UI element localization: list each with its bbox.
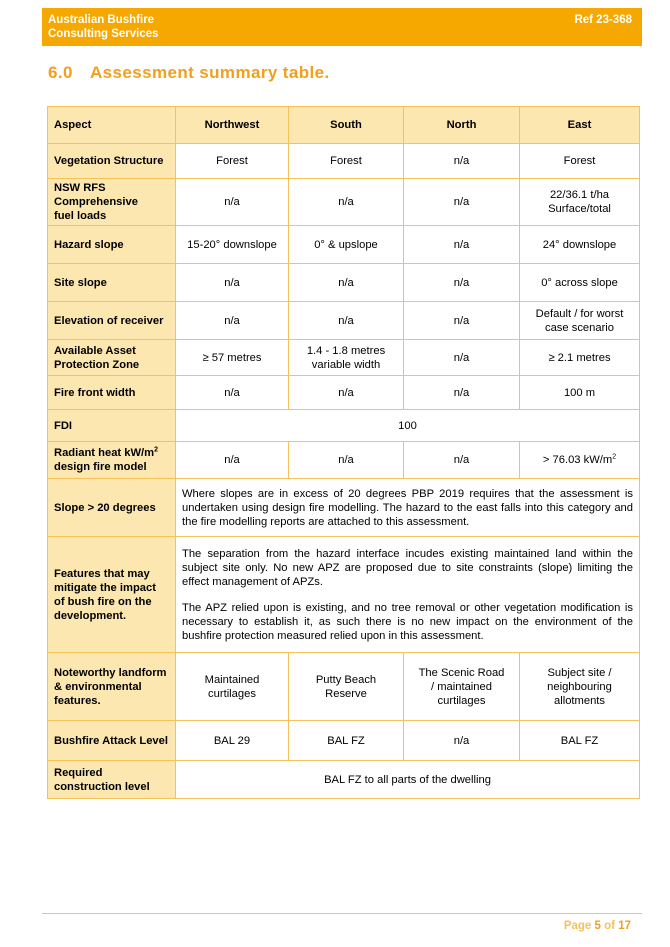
column-header-south: South (289, 107, 404, 144)
cell-text: > 76.03 kW/m (542, 454, 613, 466)
table-row (48, 537, 640, 653)
cell-south: Forest (289, 144, 404, 179)
cell-south: n/a (289, 376, 404, 410)
cell-northwest: n/a (176, 442, 289, 479)
row-label-line: design fire model (54, 461, 147, 473)
row-label-slope-20: Slope > 20 degrees (48, 479, 176, 537)
cell-north: n/a (404, 302, 520, 340)
cell-line: 1.4 - 1.8 metres (306, 344, 386, 357)
cell-east (520, 179, 640, 226)
cell-northwest: n/a (176, 376, 289, 410)
cell-east: ≥ 2.1 metres (520, 340, 640, 376)
cell-north: n/a (404, 226, 520, 264)
row-label-noteworthy: Noteworthy landform & environmental features. (48, 653, 176, 721)
cell-east: Default / for worst case scenario (520, 302, 640, 340)
section-heading (48, 63, 330, 83)
table-row (48, 761, 640, 799)
row-label-features: Features that may mitigate the impact of bush fire on the development. (48, 537, 176, 653)
cell-slope-20-text: Where slopes are in excess of 20 degrees PBP 2019 requires that the assessment is undertaken using design fire modelling. The hazard to the east falls into this category and the fire modelling reports are attached to this assessment. (176, 479, 640, 537)
cell-south: n/a (289, 264, 404, 302)
cell-north: n/a (404, 264, 520, 302)
cell-south (289, 340, 404, 376)
superscript: 2 (612, 453, 617, 461)
cell-north: n/a (404, 179, 520, 226)
cell-line: The Scenic Road (418, 666, 505, 679)
cell-northwest: n/a (176, 264, 289, 302)
cell-fdi-value: 100 (176, 410, 640, 442)
cell-east: 24° downslope (520, 226, 640, 264)
row-label-line: NSW RFS (54, 182, 106, 194)
column-header-northwest: Northwest (176, 107, 289, 144)
table-row (48, 264, 640, 302)
cell-north: n/a (404, 340, 520, 376)
cell-features-text (176, 537, 640, 653)
page-word: Page (563, 920, 592, 932)
row-label-fire-front: Fire front width (48, 376, 176, 410)
features-paragraph-1: The separation from the hazard interface incudes existing maintained land within the subject site only. No new APZ are proposed due to site constraints (slope) limiting the effect management of APZs. (182, 547, 633, 588)
page-total: 17 (618, 920, 631, 932)
features-paragraph-2: The APZ relied upon is existing, and no tree removal or other vegetation modification is necessary to establish it, as such there is no new impact on the environment of the bushfire protection measured relied upon in this assessment. (182, 601, 633, 642)
cell-east (520, 653, 640, 721)
assessment-summary-table (47, 106, 640, 799)
cell-line: curtilages (437, 694, 486, 707)
cell-northwest: BAL 29 (176, 721, 289, 761)
cell-construction-value: BAL FZ to all parts of the dwelling (176, 761, 640, 799)
row-label-radiant-heat (48, 442, 176, 479)
section-title: Assessment summary table. (90, 63, 330, 82)
cell-north: n/a (404, 144, 520, 179)
table-row (48, 410, 640, 442)
row-label-apz: Available Asset Protection Zone (48, 340, 176, 376)
cell-northwest: Forest (176, 144, 289, 179)
row-label-line: fuel loads (54, 210, 107, 222)
cell-south: BAL FZ (289, 721, 404, 761)
table-row (48, 302, 640, 340)
table-row (48, 179, 640, 226)
row-label-hazard-slope: Hazard slope (48, 226, 176, 264)
cell-north: n/a (404, 376, 520, 410)
cell-northwest (176, 653, 289, 721)
cell-south: n/a (289, 302, 404, 340)
row-label-fdi: FDI (48, 410, 176, 442)
row-label-site-slope: Site slope (48, 264, 176, 302)
page-header (42, 8, 642, 46)
cell-line: curtilages (208, 687, 256, 700)
cell-line: Surface/total (548, 203, 611, 215)
row-label-elevation: Elevation of receiver (48, 302, 176, 340)
table-row (48, 144, 640, 179)
cell-east: Forest (520, 144, 640, 179)
page-current: 5 (594, 920, 601, 932)
cell-line: 22/36.1 t/ha (549, 189, 610, 201)
cell-northwest: 15-20° downslope (176, 226, 289, 264)
column-header-aspect: Aspect (48, 107, 176, 144)
cell-line: allotments (554, 694, 605, 707)
cell-north (404, 653, 520, 721)
row-label-vegetation: Vegetation Structure (48, 144, 176, 179)
cell-south: 0° & upslope (289, 226, 404, 264)
cell-line: variable width (311, 358, 381, 371)
organisation-name-line1: Australian Bushfire (48, 14, 155, 26)
row-label-construction: Required construction level (48, 761, 176, 799)
table-row (48, 442, 640, 479)
reference-number: Ref 23-368 (574, 14, 632, 26)
table-header-row (48, 107, 640, 144)
cell-line: / maintained (431, 680, 492, 693)
footer-divider (42, 913, 642, 914)
table-row (48, 340, 640, 376)
column-header-north: North (404, 107, 520, 144)
organisation-name (48, 13, 159, 41)
cell-south (289, 653, 404, 721)
row-label-line: Comprehensive (54, 196, 138, 208)
cell-east: BAL FZ (520, 721, 640, 761)
cell-south: n/a (289, 179, 404, 226)
column-header-east: East (520, 107, 640, 144)
table-row (48, 479, 640, 537)
cell-line: Reserve (325, 687, 367, 700)
cell-line: Subject site / (547, 666, 612, 679)
cell-line: Maintained (204, 673, 260, 686)
table-row (48, 721, 640, 761)
table-row (48, 376, 640, 410)
cell-northwest: n/a (176, 302, 289, 340)
cell-northwest: n/a (176, 179, 289, 226)
table-row (48, 653, 640, 721)
row-label-fuel-loads (48, 179, 176, 226)
page-of: of (604, 920, 615, 932)
cell-line: neighbouring (547, 680, 612, 693)
cell-northwest: ≥ 57 metres (176, 340, 289, 376)
cell-east: 0° across slope (520, 264, 640, 302)
row-label-text: Radiant heat kW/m (54, 447, 155, 459)
cell-north: n/a (404, 721, 520, 761)
cell-south: n/a (289, 442, 404, 479)
cell-east: 100 m (520, 376, 640, 410)
cell-north: n/a (404, 442, 520, 479)
section-number: 6.0 (48, 63, 73, 82)
table-row (48, 226, 640, 264)
page-number (564, 920, 631, 932)
superscript: 2 (154, 446, 158, 454)
cell-line: Putty Beach (315, 673, 377, 686)
cell-east (520, 442, 640, 479)
organisation-name-line2: Consulting Services (48, 28, 159, 40)
row-label-bal: Bushfire Attack Level (48, 721, 176, 761)
